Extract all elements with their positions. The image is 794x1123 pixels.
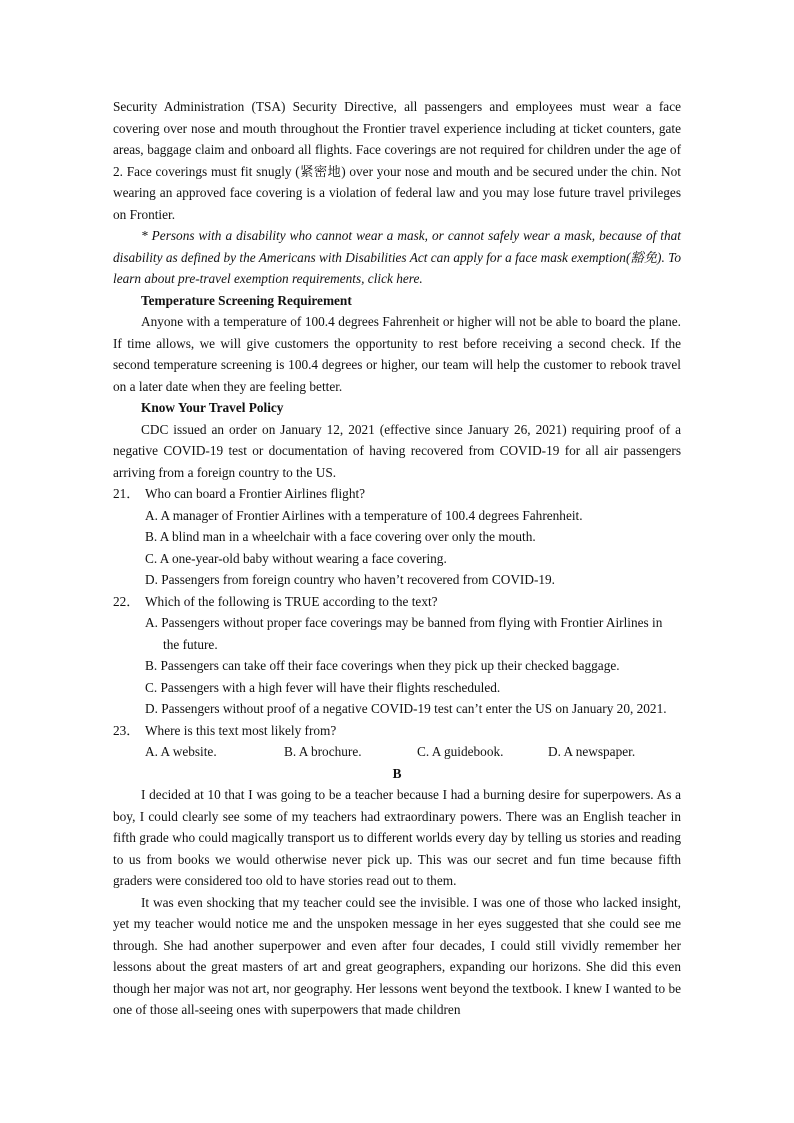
option-23-a: A. A website. [145, 744, 217, 759]
option-21-a: A. A manager of Frontier Airlines with a temperature of 100.4 degrees Fahrenheit. [145, 507, 583, 523]
option-23-b: B. A brochure. [284, 744, 362, 759]
disability-note: * Persons with a disability who cannot wear a mask, or cannot safely wear a mask, because of that disability as defined by the Americans with Disabilities Act can apply for a face mask exemption(豁免). To learn about pre-travel exemption requirements, click here. [113, 228, 681, 286]
option-23-d: D. A newspaper. [548, 744, 636, 759]
question-22 [113, 591, 681, 613]
question-23 [113, 720, 681, 742]
question-stem: Which of the following is TRUE according to the text? [145, 593, 438, 609]
document-page [113, 96, 681, 1021]
heading-travel-policy: Know Your Travel Policy [141, 400, 284, 415]
option-21-c: C. A one-year-old baby without wearing a face covering. [145, 550, 447, 566]
question-number: 23． [113, 722, 140, 738]
question-21 [113, 483, 681, 505]
option-21-b: B. A blind man in a wheelchair with a face covering over only the mouth. [145, 529, 536, 544]
passage-a-paragraph-policy: CDC issued an order on January 12, 2021 (effective since January 26, 2021) requiring proof of a negative COVID-19 test or documentation of having recovered from COVID-19 for all air passengers arriving from a foreign country to the US. [113, 421, 681, 480]
heading-temperature: Temperature Screening Requirement [141, 292, 352, 308]
question-number: 22． [113, 593, 140, 609]
option-23-c: C. A guidebook. [417, 744, 504, 759]
question-number: 21． [113, 486, 140, 501]
option-22-b: B. Passengers can take off their face coverings when they pick up their checked baggage. [145, 658, 620, 673]
passage-a-paragraph-1: Security Administration (TSA) Security Directive, all passengers and employees must wear a face covering over nose and mouth throughout the Frontier travel experience including at ticket counters, gate areas, baggage claim and onboard all flights. Face coverings are not required for children under the age of 2. Face coverings must fit snugly (紧密地) over your nose and mouth and be secured under the chin. Not wearing an approved face covering is a violation of federal law and you may lose future travel privileges on Frontier. [113, 99, 681, 222]
options-23 [113, 741, 681, 763]
option-22-d: D. Passengers without proof of a negative COVID-19 test can’t enter the US on January 20, 2021. [145, 701, 667, 716]
section-b-title: B [392, 765, 402, 781]
question-stem: Who can board a Frontier Airlines flight? [145, 486, 366, 501]
passage-b-paragraph-2: It was even shocking that my teacher could see the invisible. I was one of those who lacked insight, yet my teacher would notice me and the unspoken message in her eyes suggested that she could see me through. She had another superpower and even after four decades, I could still vividly remember her lessons about the great masters of art and great geographers, expanding our horizons. She did this even though her major was not art, nor geography. Her lessons went beyond the textbook. I knew I wanted to be one of those all-seeing ones with superpowers that made children [113, 894, 681, 1017]
option-22-a: A. Passengers without proper face coverings may be banned from flying with Frontier Airlines in the future. [145, 615, 663, 652]
passage-a-paragraph-temperature: Anyone with a temperature of 100.4 degrees Fahrenheit or higher will not be able to board the plane. If time allows, we will give customers the opportunity to rest before receiving a second check. If the second temperature screening is 100.4 degrees or higher, our team will help the customer to rebook travel on a later date when they are feeling better. [113, 314, 681, 394]
option-21-d: D. Passengers from foreign country who haven’t recovered from COVID-19. [145, 572, 555, 587]
question-stem: Where is this text most likely from? [145, 722, 337, 738]
option-22-c: C. Passengers with a high fever will have their flights rescheduled. [145, 679, 501, 695]
passage-b-paragraph-1: I decided at 10 that I was going to be a teacher because I had a burning desire for superpowers. As a boy, I could clearly see some of my teachers had extraordinary powers. There was an English teacher in fifth grade who could magically transport us to different worlds every day by telling us stories and reading to us from books we would otherwise never pick up. This was our secret and fun time because fifth graders were considered too old to have stories read out to them. [113, 787, 681, 888]
